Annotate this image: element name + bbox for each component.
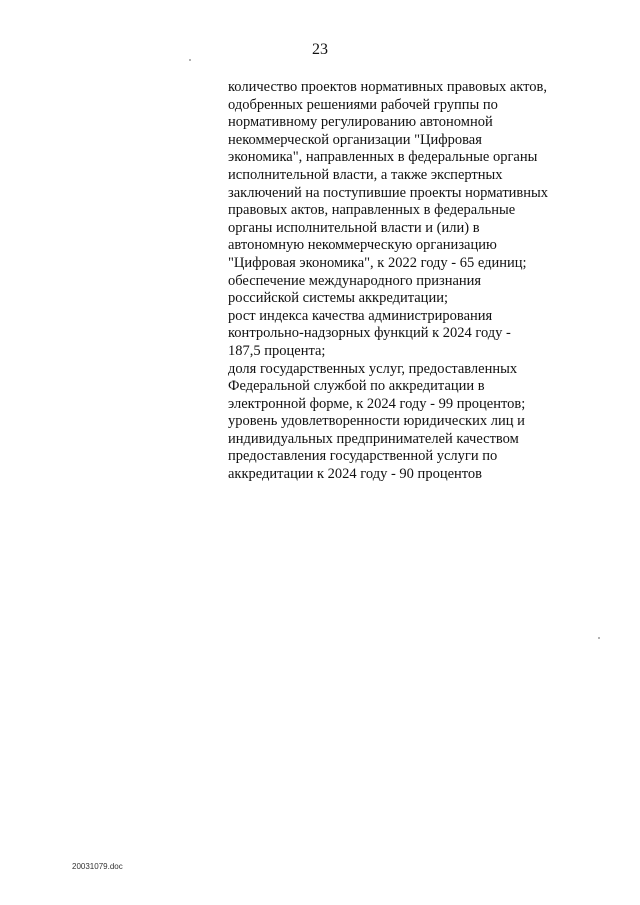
text-line: некоммерческой организации "Цифровая xyxy=(228,131,482,148)
scan-speck xyxy=(598,637,600,639)
text-line: органы исполнительной власти и (или) в xyxy=(228,219,480,236)
footer-filename: 20031079.doc xyxy=(72,862,123,871)
text-line: электронной форме, к 2024 году - 99 процентов; xyxy=(228,395,526,412)
text-line: контрольно-надзорных функций к 2024 году - xyxy=(228,325,511,342)
text-line: уровень удовлетворенности юридических лиц и xyxy=(228,413,525,430)
text-line: нормативному регулированию автономной xyxy=(228,114,493,131)
text-line: российской системы аккредитации; xyxy=(228,290,448,307)
text-line: Федеральной службой по аккредитации в xyxy=(228,378,485,395)
text-line: количество проектов нормативных правовых актов, xyxy=(228,79,547,95)
text-line: предоставления государственной услуги по xyxy=(228,448,498,465)
document-body-text xyxy=(228,79,628,484)
text-line: исполнительной власти, а также экспертных xyxy=(228,166,503,183)
text-line: заключений на поступившие проекты нормативных xyxy=(228,184,549,201)
scan-speck xyxy=(189,59,191,61)
page-number: 23 xyxy=(312,41,328,58)
text-line: "Цифровая экономика", к 2022 году - 65 единиц; xyxy=(228,254,527,271)
text-line: автономную некоммерческую организацию xyxy=(228,237,497,254)
text-line: аккредитации к 2024 году - 90 процентов xyxy=(228,466,483,483)
text-line: 187,5 процента; xyxy=(228,342,326,359)
text-line: рост индекса качества администрирования xyxy=(228,307,493,324)
text-line: обеспечение международного признания xyxy=(228,272,482,289)
text-line: доля государственных услуг, предоставленных xyxy=(228,360,518,377)
text-line: правовых актов, направленных в федеральные xyxy=(228,202,516,219)
text-line: одобренных решениями рабочей группы по xyxy=(228,96,498,113)
text-line: индивидуальных предпринимателей качеством xyxy=(228,430,519,447)
text-line: экономика", направленных в федеральные органы xyxy=(228,149,538,166)
